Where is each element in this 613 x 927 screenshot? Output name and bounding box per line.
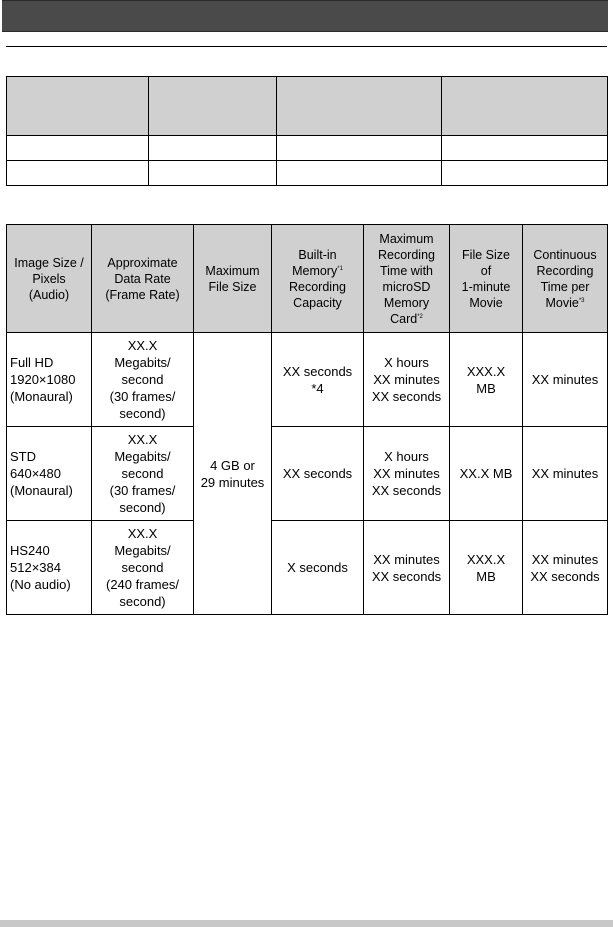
cell-microsd-time: X hours XX minutes XX seconds [364,427,450,521]
table-row [7,427,608,521]
placeholder-cell [149,136,277,161]
header-microsd-time: Maximum Recording Time with microSD Memory Card$^{*2}$ [364,225,450,333]
cell-builtin-capacity: X seconds [272,521,364,615]
page-bottom-bar [0,920,613,927]
header-file-size-1min: File Size of 1-minute Movie [450,225,523,333]
cell-data-rate: XX.X Megabits/ second (240 frames/ second) [92,521,194,615]
cell-microsd-time: XX minutes XX seconds [364,521,450,615]
placeholder-table [6,76,608,186]
horizontal-rule [6,46,607,47]
cell-builtin-capacity: XX seconds *4 [272,333,364,427]
cell-data-rate: XX.X Megabits/ second (30 frames/ second) [92,427,194,521]
placeholder-cell [442,136,608,161]
cell-image-size: STD 640×480 (Monaural) [7,427,92,521]
header-builtin-memory: Built-in Memory$^{*1}$ Recording Capacity [272,225,364,333]
cell-image-size: HS240 512×384 (No audio) [7,521,92,615]
cell-file-size: XX.X MB [450,427,523,521]
cell-data-rate: XX.X Megabits/ second (30 frames/ second) [92,333,194,427]
footnote-marker: *3 [578,297,585,304]
placeholder-cell [277,136,442,161]
placeholder-header-row [7,77,608,136]
header-continuous-time: Continuous Recording Time per Movie$^{*3}$ [523,225,608,333]
footnote-marker: *2 [417,313,423,320]
placeholder-header-cell [277,77,442,136]
header-data-rate: Approximate Data Rate (Frame Rate) [92,225,194,333]
cell-max-file-size: 4 GB or 29 minutes [194,333,272,615]
cell-continuous-time: XX minutes XX seconds [523,521,608,615]
cell-microsd-time: X hours XX minutes XX seconds [364,333,450,427]
header-image-size: Image Size / Pixels (Audio) [7,225,92,333]
table-row [7,333,608,427]
placeholder-header-cell [7,77,149,136]
placeholder-cell [277,161,442,186]
placeholder-header-cell [442,77,608,136]
placeholder-cell [442,161,608,186]
cell-builtin-capacity: XX seconds [272,427,364,521]
header-max-file-size: Maximum File Size [194,225,272,333]
placeholder-cell [7,161,149,186]
cell-file-size: XXX.X MB [450,521,523,615]
cell-file-size: XXX.X MB [450,333,523,427]
movie-recording-table [6,224,608,615]
section-header-bar [2,0,608,32]
cell-continuous-time: XX minutes [523,333,608,427]
table-header-row [7,225,608,333]
table-row [7,521,608,615]
cell-image-size: Full HD 1920×1080 (Monaural) [7,333,92,427]
placeholder-row [7,161,608,186]
cell-continuous-time: XX minutes [523,427,608,521]
placeholder-cell [149,161,277,186]
placeholder-row [7,136,608,161]
placeholder-header-cell [149,77,277,136]
footnote-marker: *1 [337,265,343,272]
placeholder-cell [7,136,149,161]
